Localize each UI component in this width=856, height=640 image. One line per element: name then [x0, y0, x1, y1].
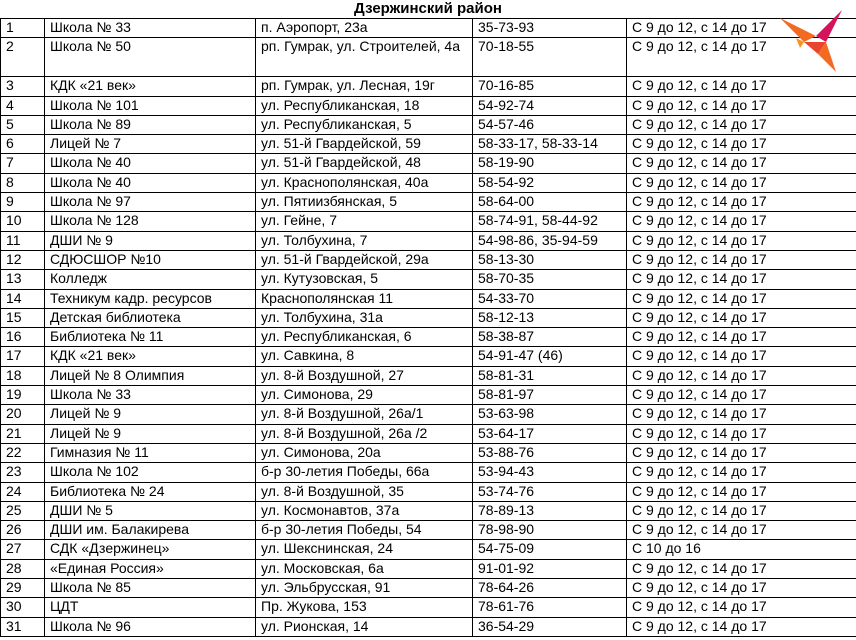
hours-cell: С 9 до 12, с 14 до 17 — [627, 405, 856, 424]
address-cell: ул. Шекснинская, 24 — [256, 540, 473, 559]
hours-cell: С 9 до 12, с 14 до 17 — [627, 598, 856, 617]
address-cell: ул. Савкина, 8 — [256, 347, 473, 366]
hours-cell: С 9 до 12, с 14 до 17 — [627, 579, 856, 598]
organization-cell: Лицей № 9 — [45, 405, 256, 424]
table-row — [1, 424, 856, 443]
organization-cell: ДШИ им. Балакирева — [45, 521, 256, 540]
address-cell: ул. Рионская, 14 — [256, 617, 473, 636]
hours-cell: С 9 до 12, с 14 до 17 — [627, 77, 856, 96]
address-cell: ул. 51-й Гвардейской, 48 — [256, 154, 473, 173]
organization-cell: СДК «Дзержинец» — [45, 540, 256, 559]
organization-cell: СДЮСШОР №10 — [45, 250, 256, 269]
organization-cell: Школа № 40 — [45, 173, 256, 192]
address-cell: ул. Симонова, 29 — [256, 386, 473, 405]
hours-cell: С 9 до 12, с 14 до 17 — [627, 193, 856, 212]
row-number-cell: 1 — [1, 19, 45, 38]
table-row — [1, 38, 856, 77]
hours-cell: С 9 до 12, с 14 до 17 — [627, 617, 856, 636]
address-cell: ул. Эльбрусская, 91 — [256, 579, 473, 598]
row-number-cell: 22 — [1, 443, 45, 462]
organization-cell: КДК «21 век» — [45, 77, 256, 96]
address-cell: Краснополянская 11 — [256, 289, 473, 308]
hours-cell: С 9 до 12, с 14 до 17 — [627, 135, 856, 154]
table-row — [1, 366, 856, 385]
phone-cell: 58-70-35 — [473, 270, 627, 289]
hours-cell: С 9 до 12, с 14 до 17 — [627, 250, 856, 269]
row-number-cell: 3 — [1, 77, 45, 96]
organization-cell: Школа № 40 — [45, 154, 256, 173]
row-number-cell: 5 — [1, 115, 45, 134]
hours-cell: С 9 до 12, с 14 до 17 — [627, 96, 856, 115]
row-number-cell: 27 — [1, 540, 45, 559]
hours-cell: С 10 до 16 — [627, 540, 856, 559]
organization-cell: Школа № 97 — [45, 193, 256, 212]
hours-cell: С 9 до 12, с 14 до 17 — [627, 463, 856, 482]
phone-cell: 70-18-55 — [473, 38, 627, 77]
phone-cell: 91-01-92 — [473, 559, 627, 578]
document-title: Дзержинский район — [354, 0, 502, 17]
phone-cell: 54-98-86, 35-94-59 — [473, 231, 627, 250]
address-cell: ул. 8-й Воздушной, 26а/1 — [256, 405, 473, 424]
hours-cell: С 9 до 12, с 14 до 17 — [627, 115, 856, 134]
row-number-cell: 28 — [1, 559, 45, 578]
phone-cell: 54-92-74 — [473, 96, 627, 115]
phone-cell: 58-54-92 — [473, 173, 627, 192]
hours-cell: С 9 до 12, с 14 до 17 — [627, 521, 856, 540]
organization-cell: Школа № 85 — [45, 579, 256, 598]
table-row — [1, 579, 856, 598]
table-row — [1, 347, 856, 366]
address-cell: ул. Республиканская, 5 — [256, 115, 473, 134]
address-cell: рп. Гумрак, ул. Строителей, 4а — [256, 38, 473, 77]
table-row — [1, 559, 856, 578]
row-number-cell: 4 — [1, 96, 45, 115]
row-number-cell: 17 — [1, 347, 45, 366]
organization-cell: Школа № 102 — [45, 463, 256, 482]
phone-cell: 53-63-98 — [473, 405, 627, 424]
organization-cell: ДШИ № 9 — [45, 231, 256, 250]
organization-cell: Лицей № 9 — [45, 424, 256, 443]
table-row — [1, 308, 856, 327]
table-row — [1, 405, 856, 424]
table-row — [1, 501, 856, 520]
table-row — [1, 115, 856, 134]
table-row — [1, 540, 856, 559]
row-number-cell: 14 — [1, 289, 45, 308]
row-number-cell: 11 — [1, 231, 45, 250]
hours-cell: С 9 до 12, с 14 до 17 — [627, 212, 856, 231]
row-number-cell: 9 — [1, 193, 45, 212]
phone-cell: 54-75-09 — [473, 540, 627, 559]
address-cell: п. Аэропорт, 23а — [256, 19, 473, 38]
phone-cell: 35-73-93 — [473, 19, 627, 38]
row-number-cell: 2 — [1, 38, 45, 77]
polling-stations-table — [0, 18, 856, 637]
table-row — [1, 617, 856, 636]
organization-cell: Библиотека № 24 — [45, 482, 256, 501]
address-cell: ул. Республиканская, 18 — [256, 96, 473, 115]
organization-cell: Лицей № 7 — [45, 135, 256, 154]
phone-cell: 53-64-17 — [473, 424, 627, 443]
organization-cell: Лицей № 8 Олимпия — [45, 366, 256, 385]
address-cell: ул. 8-й Воздушной, 27 — [256, 366, 473, 385]
table-row — [1, 289, 856, 308]
table-row — [1, 328, 856, 347]
row-number-cell: 12 — [1, 250, 45, 269]
phone-cell: 58-74-91, 58-44-92 — [473, 212, 627, 231]
row-number-cell: 18 — [1, 366, 45, 385]
hours-cell: С 9 до 12, с 14 до 17 — [627, 501, 856, 520]
hours-cell: С 9 до 12, с 14 до 17 — [627, 19, 856, 38]
hours-cell: С 9 до 12, с 14 до 17 — [627, 347, 856, 366]
table-row — [1, 270, 856, 289]
table-row — [1, 521, 856, 540]
row-number-cell: 25 — [1, 501, 45, 520]
row-number-cell: 15 — [1, 308, 45, 327]
address-cell: ул. Кутузовская, 5 — [256, 270, 473, 289]
organization-cell: Детская библиотека — [45, 308, 256, 327]
row-number-cell: 16 — [1, 328, 45, 347]
hours-cell: С 9 до 12, с 14 до 17 — [627, 173, 856, 192]
address-cell: ул. Толбухина, 31а — [256, 308, 473, 327]
organization-cell: КДК «21 век» — [45, 347, 256, 366]
organization-cell: ДШИ № 5 — [45, 501, 256, 520]
row-number-cell: 20 — [1, 405, 45, 424]
hours-cell: С 9 до 12, с 14 до 17 — [627, 38, 856, 77]
row-number-cell: 30 — [1, 598, 45, 617]
organization-cell: Библиотека № 11 — [45, 328, 256, 347]
table-row — [1, 386, 856, 405]
hours-cell: С 9 до 12, с 14 до 17 — [627, 386, 856, 405]
phone-cell: 53-88-76 — [473, 443, 627, 462]
row-number-cell: 23 — [1, 463, 45, 482]
address-cell: б-р 30-летия Победы, 54 — [256, 521, 473, 540]
address-cell: рп. Гумрак, ул. Лесная, 19г — [256, 77, 473, 96]
phone-cell: 58-64-00 — [473, 193, 627, 212]
row-number-cell: 29 — [1, 579, 45, 598]
phone-cell: 53-74-76 — [473, 482, 627, 501]
hours-cell: С 9 до 12, с 14 до 17 — [627, 443, 856, 462]
row-number-cell: 10 — [1, 212, 45, 231]
table-row — [1, 173, 856, 192]
phone-cell: 78-98-90 — [473, 521, 627, 540]
table-row — [1, 463, 856, 482]
phone-cell: 54-57-46 — [473, 115, 627, 134]
hours-cell: С 9 до 12, с 14 до 17 — [627, 289, 856, 308]
address-cell: ул. Краснополянская, 40а — [256, 173, 473, 192]
table-row — [1, 135, 856, 154]
address-cell: ул. Космонавтов, 37а — [256, 501, 473, 520]
organization-cell: Школа № 96 — [45, 617, 256, 636]
organization-cell: Школа № 89 — [45, 115, 256, 134]
address-cell: ул. 51-й Гвардейской, 59 — [256, 135, 473, 154]
table-row — [1, 19, 856, 38]
phone-cell: 70-16-85 — [473, 77, 627, 96]
address-cell: ул. 51-й Гвардейской, 29а — [256, 250, 473, 269]
address-cell: ул. Республиканская, 6 — [256, 328, 473, 347]
address-cell: ул. 8-й Воздушной, 35 — [256, 482, 473, 501]
address-cell: ул. 8-й Воздушной, 26а /2 — [256, 424, 473, 443]
row-number-cell: 7 — [1, 154, 45, 173]
phone-cell: 58-38-87 — [473, 328, 627, 347]
phone-cell: 58-81-97 — [473, 386, 627, 405]
organization-cell: Гимназия № 11 — [45, 443, 256, 462]
table-row — [1, 212, 856, 231]
phone-cell: 58-13-30 — [473, 250, 627, 269]
row-number-cell: 13 — [1, 270, 45, 289]
organization-cell: Техникум кадр. ресурсов — [45, 289, 256, 308]
phone-cell: 36-54-29 — [473, 617, 627, 636]
table-row — [1, 193, 856, 212]
organization-cell: ЦДТ — [45, 598, 256, 617]
row-number-cell: 21 — [1, 424, 45, 443]
phone-cell: 58-81-31 — [473, 366, 627, 385]
address-cell: ул. Московская, 6а — [256, 559, 473, 578]
hours-cell: С 9 до 12, с 14 до 17 — [627, 559, 856, 578]
address-cell: ул. Пятиизбянская, 5 — [256, 193, 473, 212]
organization-cell: Школа № 50 — [45, 38, 256, 77]
organization-cell: Школа № 33 — [45, 386, 256, 405]
table-row — [1, 482, 856, 501]
hours-cell: С 9 до 12, с 14 до 17 — [627, 482, 856, 501]
row-number-cell: 31 — [1, 617, 45, 636]
hours-cell: С 9 до 12, с 14 до 17 — [627, 154, 856, 173]
hours-cell: С 9 до 12, с 14 до 17 — [627, 328, 856, 347]
hours-cell: С 9 до 12, с 14 до 17 — [627, 424, 856, 443]
address-cell: ул. Толбухина, 7 — [256, 231, 473, 250]
phone-cell: 58-19-90 — [473, 154, 627, 173]
phone-cell: 58-33-17, 58-33-14 — [473, 135, 627, 154]
phone-cell: 53-94-43 — [473, 463, 627, 482]
table-row — [1, 154, 856, 173]
row-number-cell: 6 — [1, 135, 45, 154]
address-cell: ул. Гейне, 7 — [256, 212, 473, 231]
address-cell: б-р 30-летия Победы, 66а — [256, 463, 473, 482]
table-row — [1, 77, 856, 96]
phone-cell: 54-33-70 — [473, 289, 627, 308]
phone-cell: 78-64-26 — [473, 579, 627, 598]
phone-cell: 78-89-13 — [473, 501, 627, 520]
row-number-cell: 24 — [1, 482, 45, 501]
bird-logo-icon — [776, 8, 846, 74]
row-number-cell: 26 — [1, 521, 45, 540]
table-row — [1, 598, 856, 617]
address-cell: Пр. Жукова, 153 — [256, 598, 473, 617]
table-row — [1, 443, 856, 462]
address-cell: ул. Симонова, 20а — [256, 443, 473, 462]
hours-cell: С 9 до 12, с 14 до 17 — [627, 231, 856, 250]
table-row — [1, 96, 856, 115]
organization-cell: Колледж — [45, 270, 256, 289]
hours-cell: С 9 до 12, с 14 до 17 — [627, 366, 856, 385]
hours-cell: С 9 до 12, с 14 до 17 — [627, 270, 856, 289]
organization-cell: Школа № 128 — [45, 212, 256, 231]
row-number-cell: 19 — [1, 386, 45, 405]
table-row — [1, 250, 856, 269]
phone-cell: 78-61-76 — [473, 598, 627, 617]
organization-cell: Школа № 33 — [45, 19, 256, 38]
row-number-cell: 8 — [1, 173, 45, 192]
organization-cell: Школа № 101 — [45, 96, 256, 115]
hours-cell: С 9 до 12, с 14 до 17 — [627, 308, 856, 327]
organization-cell: «Единая Россия» — [45, 559, 256, 578]
phone-cell: 54-91-47 (46) — [473, 347, 627, 366]
phone-cell: 58-12-13 — [473, 308, 627, 327]
table-row — [1, 231, 856, 250]
